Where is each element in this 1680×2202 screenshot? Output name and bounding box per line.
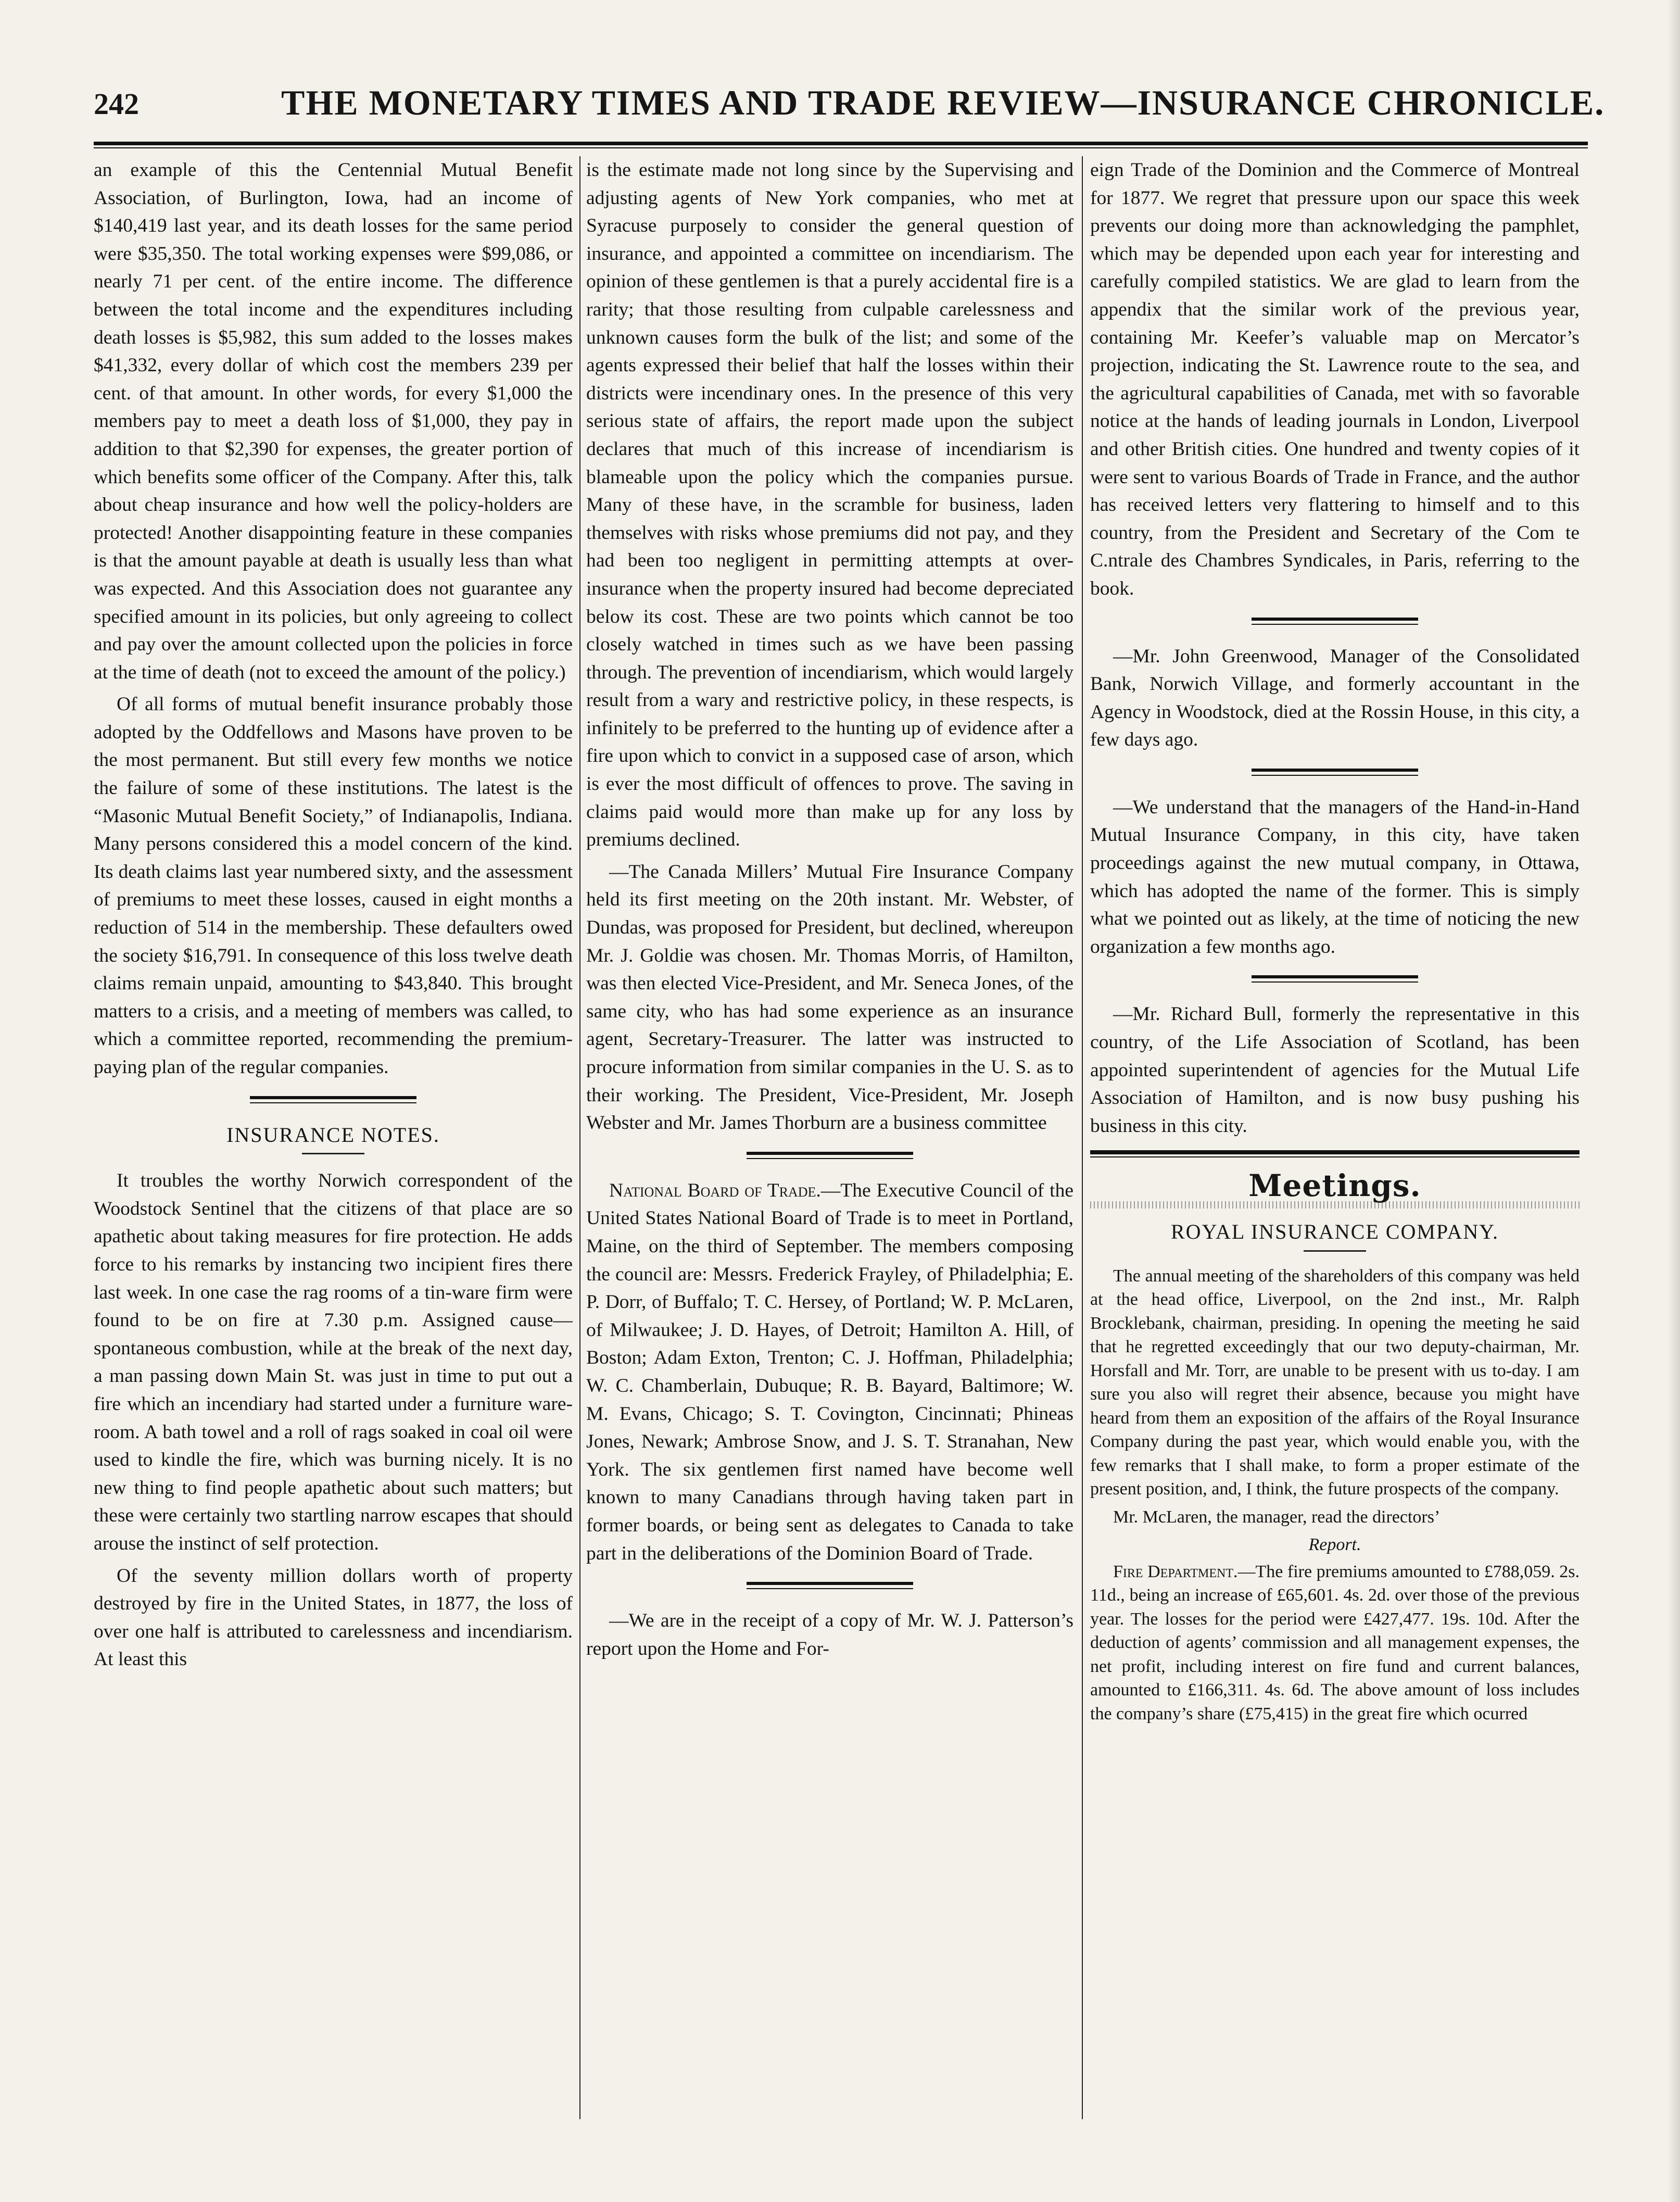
section-separator (747, 1582, 913, 1589)
article-paragraph: It troubles the worthy Norwich correspondent of the Woodstock Sentinel that the citizens of that place are so apathetic about taking measures for fire protection. He adds force to his remarks by instancing two incipient fires there last week. In one case the rag rooms of a tin-ware firm were found to be on fire at 7.30 p.m. Assigned cause—spontaneous combustion, while at the break of the next day, a man passing down Main St. was just in time to put out a fire which an incendiary had started under a furniture ware-room. A bath towel and a roll of rags soaked in coal oil were used to kindle the fire, which was burning nicely. It is no new thing to find people apathetic about such matters; but these were certainly two startling narrow escapes that should arouse the instinct of self protection. (94, 1170, 573, 1554)
heading-underline (1304, 1250, 1366, 1252)
column-2 (586, 156, 1073, 2114)
report-heading: Report. (1308, 1535, 1361, 1555)
article-paragraph: Of all forms of mutual benefit insurance probably those adopted by the Oddfellows and Masons have proven to be the most permanent. But still every few months we notice the failure of some of these institutions. The latest is the “Masonic Mutual Benefit Society,” of Indianapolis, Indiana. Many persons considered this a model concern of the kind. Its death claims last year numbered sixty, and the assessment of premiums to meet these losses, caused in eight months a reduction of 514 in the membership. These defaulters owed the society $16,791. In consequence of this loss twelve death claims remain unpaid, amounting to $43,840. This brought matters to a crisis, and a meeting of members was called, to which a committee reported, recommending the premium-paying plan of the regular companies. (94, 694, 573, 1078)
article-paragraph: Fire Department.—The fire premiums amounted to £788,059. 2s. 11d., being an increase of £65,601. 4s. 2d. over those of the previous year. The losses for the period were £427,477. 19s. 10d. After the deduction of agents’ commission and all management expenses, the net profit, including interest on fire fund and current balances, amounted to £166,311. 4s. 6d. The above amount of loss includes the company’s share (£75,415) in the great fire which ocurred (1090, 1562, 1580, 1723)
article-paragraph: eign Trade of the Dominion and the Commerce of Montreal for 1877. We regret that pressure upon our space this week prevents our doing more than acknowledging the pamphlet, which may be depended upon each year for interesting and carefully compiled statistics. We are glad to learn from the appendix that the similar work of the previous year, containing Mr. Keefer’s valuable map on Mercator’s projection, indicating the St. Lawrence route to the sea, and the agricultural capabilities of Canada, met with so favorable notice at the hands of leading journals in London, Liverpool and other British cities. One hundred and twenty copies of it were sent to various Boards of Trade in France, and the author has received letters very flattering to himself and to this country, from the President and Secretary of the Com te C.ntrale des Chambres Syndicales, in Paris, referring to the book. (1090, 159, 1580, 599)
article-lead: National Board of Trade. (609, 1179, 821, 1201)
column-divider (1082, 156, 1083, 2119)
column-3 (1090, 156, 1580, 2114)
meeting-report-body (1090, 1264, 1580, 1726)
section-separator (747, 1152, 913, 1159)
decorative-rule (1090, 1201, 1580, 1209)
article-paragraph: —We understand that the managers of the Hand-in-Hand Mutual Insurance Company, in this city, have taken proceedings against the new mutual company, in Ottawa, which has adopted the name of the former. This is simply what we pointed out as likely, at the time of noticing the new organization a few months ago. (1090, 796, 1580, 958)
article-paragraph: Of the seventy million dollars worth of property destroyed by fire in the United States, in 1877, the loss of over one half is attributed to carelessness and incendiarism. At least this (94, 1565, 573, 1670)
article-paragraph: is the estimate made not long since by the Supervising and adjusting agents of New York companies, who met at Syracuse purposely to consider the general question of insurance, and appointed a committee on incendiarism. The opinion of these gentlemen is that a purely accidental fire is a rarity; that those resulting from culpable carelessness and unknown causes form the bulk of the list; and some of the agents expressed their belief that half the losses within their districts were incendinary ones. In the presence of this very serious state of affairs, the report made upon the subject declares that much of this increase of incendiarism is blameable upon the policy which the companies pursue. Many of these have, in the scramble for business, laden themselves with risks whose premiums did not pay, and they had been too negligent in permitting attempts at over-insurance when the property insured had become depreciated below its cost. These are two points which cannot be too closely watched in times such as we have been passing through. The prevention of incendiarism, which would largely result from a wary and restrictive policy, in these respects, is infinitely to be preferred to the hunting up of evidence after a fire upon which to convict in a supposed case of arson, which is ever the most difficult of offences to prove. The saving in claims paid would more than make up for any loss by premiums declined. (586, 159, 1073, 851)
article-paragraph: —Mr. Richard Bull, formerly the representative in this country, of the Life Association of Scotland, has been appointed superintendent of agencies for the Mutual Life Association of Hamilton, and is now busy pushing his business in this city. (1090, 1003, 1580, 1137)
running-title: THE MONETARY TIMES AND TRADE REVIEW—INSURANCE CHRONICLE. (281, 83, 1605, 122)
section-separator (250, 1096, 416, 1103)
page-edge-shadow (1668, 0, 1680, 2202)
insurance-notes-heading: INSURANCE NOTES. (226, 1123, 440, 1147)
page-number: 242 (94, 87, 139, 121)
article-paragraph: National Board of Trade.—The Executive Council of the United States National Board of Trade is to meet in Portland, Maine, on the third of September. The members composing the council are: Messrs. Frederick Frayley, of Philadelphia; E. P. Dorr, of Buffalo; T. C. Hersey, of Portland; W. P. McLaren, of Milwaukee; J. D. Hayes, of Detroit; Hamilton A. Hill, of Boston; Adam Exton, Trenton; C. J. Hoffman, Philadelphia; W. C. Chamberlain, Dubuque; R. B. Bayard, Baltimore; W. M. Evans, Chicago; S. T. Covington, Cincinnati; Phineas Jones, Newark; Ambrose Snow, and J. S. T. Stranahan, New York. The six gentlemen first named have become well known to many Canadians through having taken part in former boards, or being sent as delegates to Canada to take part in the deliberations of the Dominion Board of Trade. (586, 1179, 1073, 1564)
article-paragraph: —We are in the receipt of a copy of Mr. W. J. Patterson’s report upon the Home and For- (586, 1610, 1073, 1659)
header-rule (94, 142, 1588, 148)
column-1 (94, 156, 573, 2114)
royal-insurance-heading: ROYAL INSURANCE COMPANY. (1171, 1220, 1499, 1243)
article-paragraph: an example of this the Centennial Mutual Benefit Association, of Burlington, Iowa, had an income of $140,419 last year, and its death losses for the same period were $35,350. The total working expenses were $99,086, or nearly 71 per cent. of the entire income. The difference between the total income and the expenditures including death losses is $5,982, this sum added to the losses makes $41,332, every dollar of which cost the members 239 per cent. of that amount. In other words, for every $1,000 the members pay to meet a death loss of $1,000, they pay in addition to that $2,390 for expenses, the greater portion of which benefits some officer of the Company. After this, talk about cheap insurance and how well the policy-holders are protected! Another disappointing feature in these companies is that the amount payable at death is usually less than what was expected. And this Association does not guarantee any specified amount in its policies, but only agreeing to collect and pay over the amount collected upon the policies in force at the time of death (not to exceed the amount of the policy.) (94, 159, 573, 683)
article-paragraph: —The Canada Millers’ Mutual Fire Insurance Company held its first meeting on the 20th instant. Mr. Webster, of Dundas, was proposed for President, but declined, whereupon Mr. J. Goldie was chosen. Mr. Thomas Morris, of Hamilton, was then elected Vice-President, and Mr. Seneca Jones, of the same city, who has had some experience as an insurance agent, Secretary-Treasurer. The latter was instructed to procure information from similar companies in the U. S. as to their working. The President, Vice-President, Mr. Joseph Webster and Mr. James Thorburn are a business committee (586, 861, 1073, 1134)
heading-underline (302, 1153, 364, 1154)
section-separator (1252, 769, 1418, 776)
section-separator (1252, 975, 1418, 983)
article-paragraph: The annual meeting of the shareholders of this company was held at the head office, Liverpool, on the 2nd inst., Mr. Ralph Brocklebank, chairman, presiding. In opening the meeting he said that he regretted exceedingly that our two deputy-chairman, Mr. Horsfall and Mr. Torr, are unable to be present with us to-day. I am sure you also will regret their absence, because you might have heard from them an exposition of the affairs of the Royal Insurance Company during the past year, which would enable you, with the few remarks that I shall make, to form a proper estimate of the present position, and, I think, the future prospects of the company. (1090, 1266, 1580, 1499)
column-divider (579, 156, 580, 2119)
page-header (94, 77, 1605, 140)
article-lead: Fire Department. (1113, 1562, 1238, 1581)
article-paragraph: Mr. McLaren, the manager, read the directors’ (1113, 1507, 1441, 1527)
section-separator (1090, 1150, 1580, 1157)
article-paragraph: —Mr. John Greenwood, Manager of the Consolidated Bank, Norwich Village, and formerly accountant in the Agency in Woodstock, died at the Rossin House, in this city, a few days ago. (1090, 645, 1580, 751)
section-separator (1252, 618, 1418, 625)
meetings-heading: Meetings. (1248, 1168, 1421, 1204)
